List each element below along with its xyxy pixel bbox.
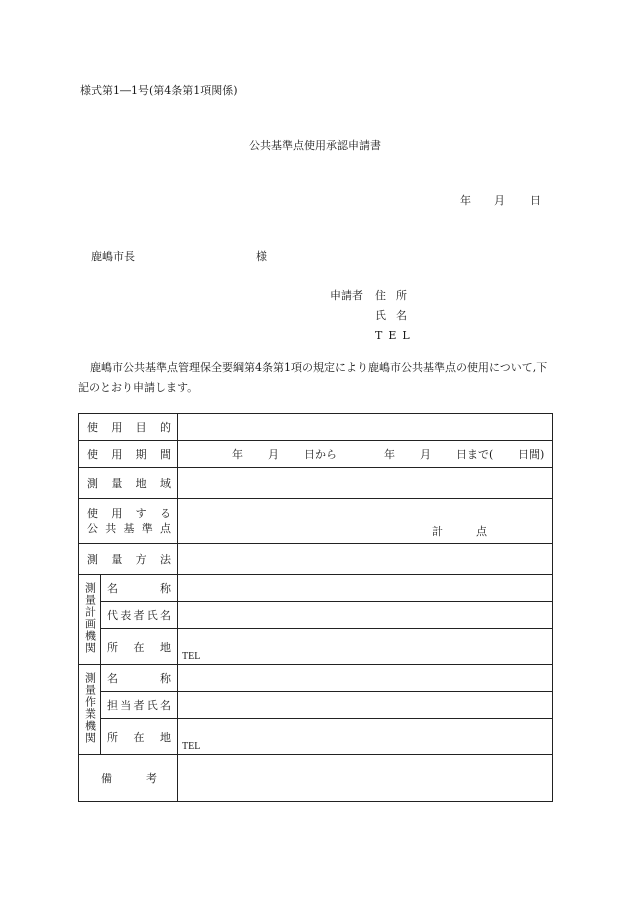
period-row [79,441,553,468]
points-label-line1: 使用する [87,507,171,520]
date-day-label: 日 [530,194,541,207]
work-location-row [79,719,553,755]
planning-name-row [79,575,553,602]
applicant-address-label: 住所 [375,289,417,302]
period-year2: 年 [384,448,395,461]
area-label: 測量地域 [79,468,178,499]
honorific: 様 [256,250,267,263]
planning-representative-label: 代表者氏名 [101,602,178,629]
period-month1: 月 [268,448,279,461]
planning-rep-row [79,602,553,629]
remarks-row [79,755,553,802]
area-field[interactable] [178,468,553,499]
work-person-label: 担当者氏名 [101,692,178,719]
method-row [79,544,553,575]
work-name-field[interactable] [178,665,553,692]
planning-location-label: 所在地 [101,629,178,665]
period-until: 日まで( [456,448,494,461]
planning-org-label [79,575,101,665]
method-label: 測量方法 [79,544,178,575]
planning-representative-field[interactable] [178,602,553,629]
period-year1: 年 [232,448,243,461]
points-unit-label: 点 [476,525,487,538]
planning-location-row [79,629,553,665]
work-person-row [79,692,553,719]
points-field[interactable] [178,499,553,544]
work-location-field[interactable] [178,719,553,755]
planning-tel-label: TEL [182,651,201,662]
document-title: 公共基準点使用承認申請書 [249,139,381,152]
applicant-label: 申請者 [330,289,363,302]
planning-name-label: 名称 [101,575,178,602]
work-location-label: 所在地 [101,719,178,755]
points-total-label: 計 [432,525,443,538]
work-name-row [79,665,553,692]
work-name-label: 名称 [101,665,178,692]
applicant-block [330,286,415,346]
work-tel-label: TEL [182,741,201,752]
date-month-label: 月 [494,194,505,207]
applicant-name-label: 氏名 [375,309,417,322]
purpose-row [79,414,553,441]
purpose-field[interactable] [178,414,553,441]
points-row [79,499,553,544]
purpose-label: 使用目的 [79,414,178,441]
period-days: 日間) [518,448,545,461]
addressee: 鹿嶋市長 [91,250,135,263]
method-field[interactable] [178,544,553,575]
area-row [79,468,553,499]
period-field[interactable] [178,441,553,468]
period-month2: 月 [420,448,431,461]
remarks-field[interactable] [178,755,553,802]
applicant-tel-label: TEL [375,329,416,342]
date-line [460,192,541,208]
planning-location-field[interactable] [178,629,553,665]
period-from: 日から [304,448,337,461]
date-year-label: 年 [460,194,471,207]
planning-name-field[interactable] [178,575,553,602]
remarks-label: 備考 [79,755,178,802]
intro-text: 鹿嶋市公共基準点管理保全要綱第4条第1項の規定により鹿嶋市公共基準点の使用について,下記のとおり申請します。 [78,361,548,394]
points-label-line2: 公共基準点 [87,522,171,535]
period-label: 使用期間 [79,441,178,468]
planning-org-text: 測量計画機関 [83,581,97,654]
form-number: 様式第1―1号(第4条第1項関係) [80,84,238,97]
work-org-label [79,665,101,755]
work-person-field[interactable] [178,692,553,719]
work-org-text: 測量作業機関 [83,671,97,744]
points-label [79,499,178,544]
application-table [78,413,553,802]
